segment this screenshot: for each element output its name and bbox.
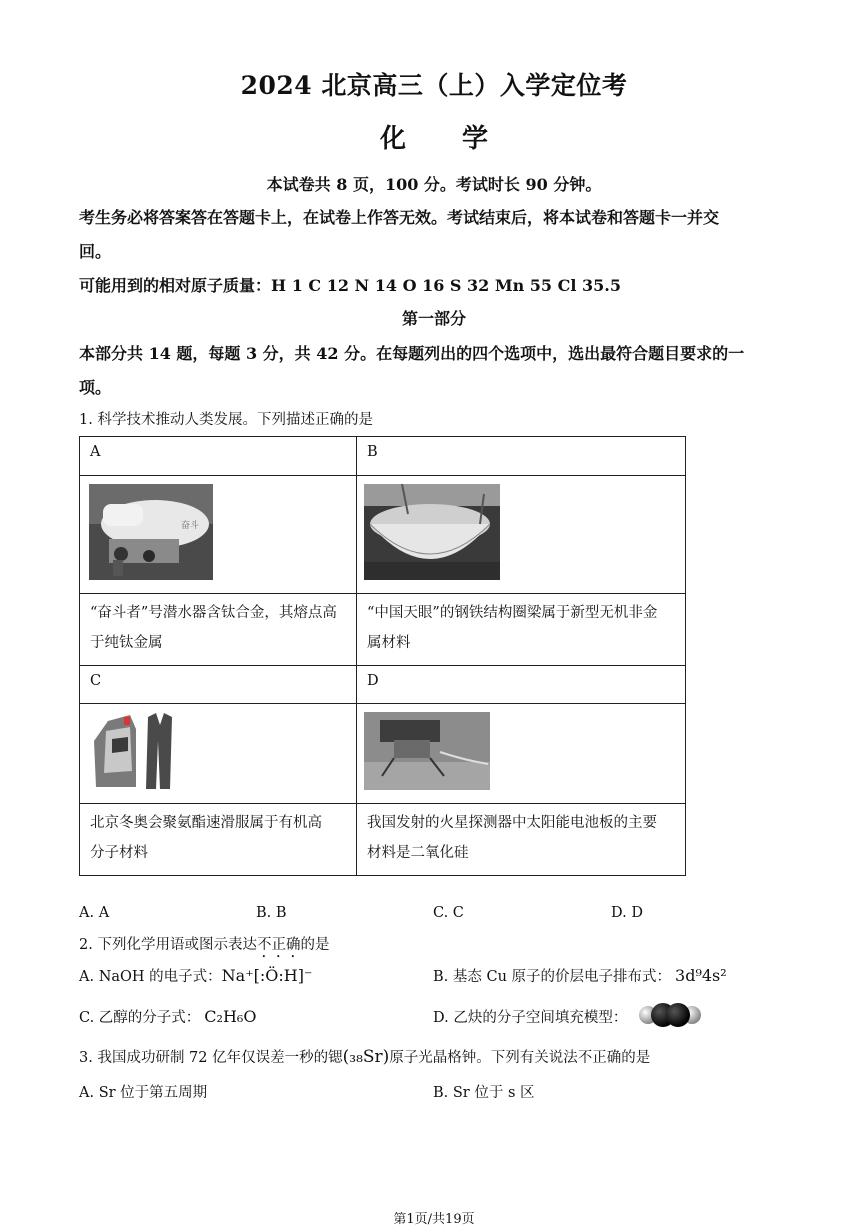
q1-option-c: C. C [433,905,464,921]
page-number: 第1页/共19页 [393,1212,475,1227]
q1-option-d: D. D [611,905,643,921]
question-1-stem: 1. 科学技术推动人类发展。下列描述正确的是 [79,412,373,428]
mars-lander-photo [364,712,490,790]
q3-strontium-symbol: (₃₈Sr) [342,1047,390,1067]
q2-option-c [79,1006,256,1027]
subject-title: 化学 [379,124,544,154]
submersible-photo [89,484,213,580]
q1-option-a: A. A [79,905,110,921]
q2-option-d [433,1006,627,1027]
question-2-stem [79,933,329,961]
q2-stem-pre: 2. 下列化学用语或图示表达 [79,937,257,953]
instruction-line-cont: 回。 [79,242,112,261]
atomic-mass-line: 可能用到的相对原子质量：H 1 C 12 N 14 O 16 S 32 Mn 55 Cl 35.5 [79,276,621,295]
cell-text-c-line2: 分子材料 [90,845,148,861]
part-heading: 第一部分 [401,309,466,328]
q3-stem-pre: 3. 我国成功研制 72 亿年仅误差一秒的锶 [79,1050,343,1066]
q2-option-a [79,965,312,986]
cell-text-a-line1: “奋斗者”号潜水器含钛合金，其熔点高 [90,605,337,621]
cell-text-a [80,594,357,666]
q3-option-b: B. Sr 位于 s 区 [433,1085,535,1101]
cell-label-a: A [80,437,357,476]
acetylene-model-icon [638,1002,702,1028]
q2-stem-emphasis: 不正确 [256,937,301,953]
q2-option-b-label: B. 基态 Cu 原子的价层电子排布式： [433,969,672,985]
q2-option-b-formula: 3d⁹4s² [675,966,727,985]
cell-text-b [357,594,686,666]
part-description: 本部分共 14 题，每题 3 分，共 42 分。在每题列出的四个选项中，选出最符合题目要求的一 [79,344,745,363]
cell-label-b: B [357,437,686,476]
cell-text-d [357,804,686,876]
q3-stem-post: 原子光晶格钟。下列有关说法不正确的是 [389,1050,651,1066]
q2-option-b [433,965,727,986]
q2-option-d-label: D. 乙炔的分子空间填充模型： [433,1010,628,1026]
exam-title: 2024 北京高三（上）入学定位考 [240,71,628,100]
q2-option-a-formula: Na⁺[:Ö:H]⁻ [221,966,313,985]
q2-option-a-label: A. NaOH 的电子式： [79,969,222,985]
q2-stem-post: 的是 [300,937,330,953]
cell-label-c: C [80,666,357,704]
cell-text-d-line1: 我国发射的火星探测器中太阳能电池板的主要 [367,815,657,831]
cell-text-a-line2: 于纯钛金属 [90,635,163,651]
skating-suit-photo [90,711,180,793]
part-description-cont: 项。 [79,378,112,397]
cell-label-d: D [357,666,686,704]
q2-option-c-label: C. 乙醇的分子式： [79,1010,201,1026]
q3-option-a: A. Sr 位于第五周期 [79,1085,208,1101]
fast-telescope-photo [364,484,500,580]
svg-text:奋斗: 奋斗 [181,521,200,531]
q2-option-c-formula: C₂H₆O [204,1007,257,1026]
cell-text-b-line1: “中国天眼”的钢铁结构圈梁属于新型无机非金 [367,605,658,621]
q3-symbol-text: ₃₈Sr [349,1047,383,1067]
cell-text-c-line1: 北京冬奥会聚氨酯速滑服属于有机高 [90,815,322,831]
question-3-stem [79,1046,650,1067]
exam-info: 本试卷共 8 页，100 分。考试时长 90 分钟。 [266,175,602,194]
q1-option-b: B. B [256,905,287,921]
cell-text-b-line2: 属材料 [367,635,411,651]
cell-text-d-line2: 材料是二氧化硅 [367,845,469,861]
cell-text-c [80,804,357,876]
instruction-line: 考生务必将答案答在答题卡上，在试卷上作答无效。考试结束后，将本试卷和答题卡一并交 [79,208,720,227]
